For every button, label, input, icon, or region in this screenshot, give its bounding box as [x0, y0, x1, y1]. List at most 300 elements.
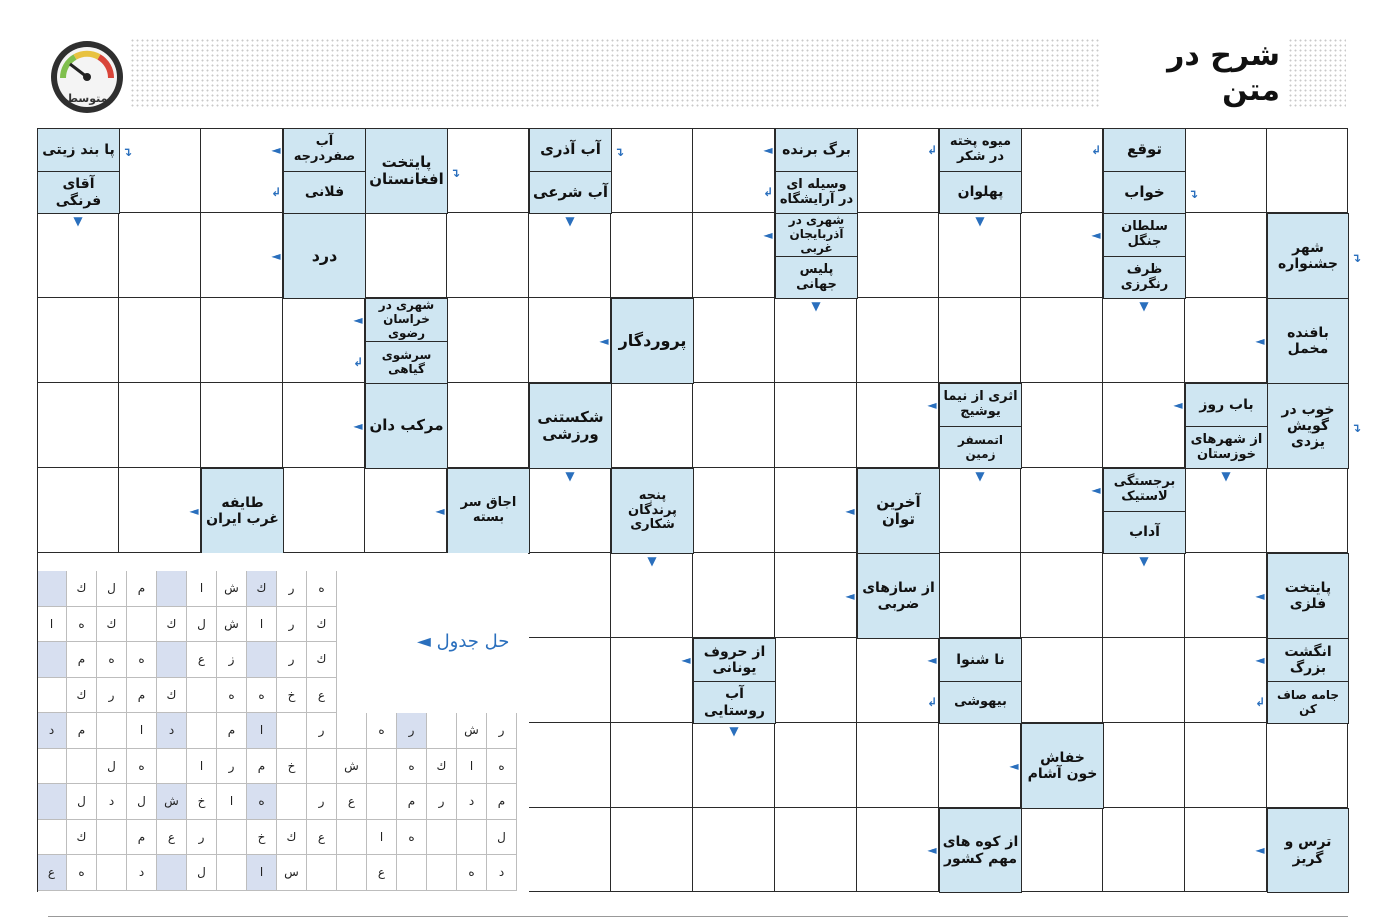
clue-cell [857, 553, 940, 639]
clue-text: خواب [1124, 182, 1165, 201]
grid-cell[interactable] [775, 723, 857, 808]
clue-cell [1267, 553, 1349, 639]
answer-key-cell [307, 749, 337, 785]
clue-arrow-icon: ↲ [1254, 695, 1266, 709]
clue-arrow-icon: ◄ [927, 397, 937, 412]
answer-key-cell [37, 571, 67, 607]
clue-arrow-icon: ◄ [1091, 227, 1101, 242]
clue-text: پنجه پرندگان شکاری [628, 487, 677, 533]
grid-cell[interactable] [119, 128, 201, 213]
answer-key-cell: ه [127, 642, 157, 678]
clue-cell [529, 171, 612, 214]
grid-cell[interactable] [201, 128, 283, 213]
clue-text: آب شرعی [533, 182, 608, 201]
clue-cell [775, 213, 858, 257]
clue-text: شهری در آذربایجان غربی [788, 213, 845, 255]
clue-arrow-icon: ↴ [449, 165, 461, 180]
clue-arrow-icon: ◄ [435, 503, 445, 518]
clue-text: از سازهای ضربی [862, 579, 935, 612]
clue-text: خوب در گویش یزدی [1281, 401, 1335, 451]
grid-cell[interactable] [1021, 468, 1103, 553]
clue-arrow-icon: ◄ [599, 333, 609, 348]
clue-arrow-icon: ▼ [73, 214, 83, 228]
clue-text: پروردگار [618, 330, 687, 350]
answer-key-cell: م [127, 571, 157, 607]
clue-arrow-icon: ◄ [681, 652, 691, 667]
grid-cell[interactable] [1021, 638, 1103, 723]
clue-arrow-icon: ↲ [270, 185, 282, 199]
answer-key-cell: ر [277, 642, 307, 678]
clue-text: پلیس جهانی [796, 261, 837, 292]
clue-text: نا شنوا [956, 651, 1005, 668]
clue-arrow-icon: ↲ [762, 185, 774, 199]
grid-cell[interactable] [1103, 638, 1185, 723]
answer-key-cell: ش [217, 571, 247, 607]
answer-key-cell: م [67, 713, 97, 749]
grid-cell[interactable] [693, 298, 775, 383]
grid-cell[interactable] [1185, 723, 1267, 808]
grid-cell[interactable] [611, 723, 693, 808]
answer-key-cell: خ [187, 784, 217, 820]
answer-key-cell: م [67, 642, 97, 678]
clue-cell [529, 128, 612, 172]
clue-text: اجاق سر بسته [460, 495, 517, 525]
answer-key-cell [157, 642, 187, 678]
grid-cell[interactable] [939, 553, 1021, 638]
clue-cell [1267, 638, 1349, 682]
clue-arrow-icon: ◄ [1091, 482, 1101, 497]
answer-key-cell: ا [187, 749, 217, 785]
grid-cell[interactable] [529, 723, 611, 808]
clue-cell [529, 383, 612, 469]
clue-arrow-icon: ◄ [1255, 588, 1265, 603]
answer-key-cell [217, 820, 247, 856]
answer-key-cell: ه [307, 571, 337, 607]
clue-text: پهلوان [957, 184, 1004, 201]
clue-text: سرشوی گیاهی [381, 347, 432, 376]
answer-key-panel [37, 553, 528, 893]
clue-cell [775, 128, 858, 172]
clue-cell [1267, 298, 1349, 384]
answer-key-cell: ع [307, 820, 337, 856]
header-dots-left [130, 38, 1100, 108]
answer-key-cell: خ [247, 820, 277, 856]
clue-arrow-icon: ▼ [1221, 469, 1231, 483]
answer-key-cell: ك [277, 820, 307, 856]
clue-cell [365, 128, 448, 214]
answer-key-cell [97, 713, 127, 749]
grid-cell[interactable] [611, 128, 693, 213]
answer-key-cell: ر [277, 571, 307, 607]
answer-key-cell: م [127, 678, 157, 714]
answer-key-cell [367, 749, 397, 785]
answer-key-cell: ل [487, 820, 517, 856]
answer-key-cell [37, 749, 67, 785]
clue-arrow-icon: ↴ [1187, 187, 1199, 201]
answer-key-cell: ع [157, 820, 187, 856]
answer-key-cell [427, 713, 457, 749]
grid-cell[interactable] [611, 638, 693, 723]
grid-cell[interactable] [1021, 553, 1103, 638]
clue-arrow-icon: ◄ [353, 418, 363, 433]
clue-arrow-icon: ▼ [975, 469, 985, 483]
clue-text: خفاش خون آشام [1027, 749, 1098, 782]
answer-key-cell: م [247, 749, 277, 785]
answer-key-cell: ر [307, 713, 337, 749]
clue-text: فلانی [304, 184, 345, 201]
clue-arrow-icon: ◄ [1255, 333, 1265, 348]
grid-cell[interactable] [1185, 213, 1267, 298]
answer-key-cell: ك [67, 820, 97, 856]
answer-key-cell: د [127, 855, 157, 891]
grid-cell[interactable] [611, 213, 693, 298]
clue-cell [1103, 128, 1186, 172]
grid-cell[interactable] [529, 808, 611, 892]
clue-cell [775, 256, 858, 299]
clue-text: میوه پخته در شکر [949, 134, 1012, 164]
answer-key-cell: ا [247, 713, 277, 749]
clue-arrow-icon: ◄ [845, 588, 855, 603]
clue-cell [857, 468, 940, 554]
answer-key-cell: ع [367, 855, 397, 891]
clue-text: جامه صاف کن [1276, 687, 1340, 716]
grid-cell[interactable] [37, 383, 119, 468]
clue-text: اثری از نیما یوشیج [943, 389, 1018, 419]
clue-cell [37, 171, 120, 214]
clue-arrow-icon: ◄ [353, 312, 363, 327]
grid-cell[interactable] [693, 383, 775, 468]
clue-text: پایتخت فلزی [1284, 579, 1332, 612]
answer-key-cell: ك [307, 607, 337, 643]
clue-text: شهری در خراسان رضوی [378, 298, 435, 340]
answer-key-cell: ه [127, 749, 157, 785]
clue-arrow-icon: ▼ [647, 554, 657, 568]
clue-text: از حروف یونانی [703, 643, 766, 676]
answer-key-cell [337, 713, 367, 749]
answer-key-cell: ش [157, 784, 187, 820]
clue-cell [1103, 213, 1186, 257]
answer-key-cell: ا [247, 855, 277, 891]
answer-key-cell: ك [307, 642, 337, 678]
answer-key-cell: ر [487, 713, 517, 749]
clue-arrow-icon: ◄ [927, 652, 937, 667]
grid-cell[interactable] [119, 383, 201, 468]
clue-cell [1185, 426, 1268, 469]
clue-arrow-icon: ▼ [811, 299, 821, 313]
grid-cell[interactable] [283, 298, 365, 383]
answer-key-cell: ه [397, 749, 427, 785]
clue-cell [1021, 723, 1104, 809]
clue-arrow-icon: ↲ [1090, 142, 1102, 157]
answer-key-cell: ه [67, 855, 97, 891]
clue-arrow-icon: ◄ [845, 503, 855, 518]
grid-cell[interactable] [1267, 128, 1348, 213]
clue-cell [939, 383, 1022, 427]
clue-cell [1185, 383, 1268, 427]
answer-key-cell [367, 784, 397, 820]
header-dots-right [1288, 38, 1346, 108]
answer-key-cell: ا [37, 607, 67, 643]
grid-cell[interactable] [37, 468, 119, 553]
clue-arrow-icon: ▼ [565, 469, 575, 483]
grid-cell[interactable] [857, 128, 939, 213]
clue-cell [1267, 213, 1349, 299]
answer-key-cell: ع [37, 855, 67, 891]
grid-cell[interactable] [201, 383, 283, 468]
answer-key-cell [337, 855, 367, 891]
grid-cell[interactable] [1103, 383, 1185, 468]
clue-cell [283, 171, 366, 214]
clue-cell [201, 468, 284, 554]
clue-text: سلطان جنگل [1121, 219, 1168, 249]
grid-cell[interactable] [1021, 213, 1103, 298]
answer-key-cell: ك [67, 571, 97, 607]
answer-key-cell: ا [127, 713, 157, 749]
grid-cell[interactable] [1267, 723, 1348, 808]
answer-key-cell: ل [67, 784, 97, 820]
clue-cell [693, 681, 776, 724]
clue-text: آقای فرنگی [55, 176, 102, 209]
grid-cell[interactable] [1185, 638, 1267, 723]
answer-key-cell: ك [157, 678, 187, 714]
answer-key-cell: خ [277, 749, 307, 785]
clue-cell [939, 681, 1022, 724]
grid-cell[interactable] [447, 298, 529, 383]
clue-arrow-icon: ↲ [926, 142, 938, 157]
grid-cell[interactable] [693, 553, 775, 638]
clue-text: پایتخت افغانستان [369, 152, 444, 188]
clue-text: اتمسفر زمین [958, 432, 1003, 461]
clue-arrow-icon: ▼ [1139, 299, 1149, 313]
clue-arrow-icon: ◄ [763, 142, 773, 157]
clue-cell [1103, 256, 1186, 299]
answer-key-cell: ك [97, 607, 127, 643]
answer-key-cell: د [37, 713, 67, 749]
answer-key-cell: ك [157, 607, 187, 643]
clue-cell [939, 171, 1022, 214]
grid-cell[interactable] [857, 298, 939, 383]
answer-key-cell: ا [457, 749, 487, 785]
answer-key-cell [277, 713, 307, 749]
answer-key-cell [37, 678, 67, 714]
bottom-rule [48, 916, 1348, 917]
grid-cell[interactable] [119, 298, 201, 383]
clue-arrow-icon: ▼ [1139, 554, 1149, 568]
answer-key-cell: ك [427, 749, 457, 785]
grid-cell[interactable] [611, 808, 693, 892]
clue-arrow-icon: ◄ [1255, 652, 1265, 667]
answer-key-cell: ه [247, 678, 277, 714]
clue-text: شهر جشنواره [1278, 239, 1338, 272]
clue-text: توقع [1126, 140, 1163, 159]
answer-key-cell: ر [97, 678, 127, 714]
answer-key-cell: ل [187, 607, 217, 643]
clue-arrow-icon: ◄ [1009, 758, 1019, 773]
answer-key-cell: ك [247, 571, 277, 607]
answer-key-cell: ه [457, 855, 487, 891]
answer-key-cell: ع [187, 642, 217, 678]
grid-cell[interactable] [1103, 808, 1185, 892]
clue-text: انگشت بزرگ [1284, 643, 1332, 676]
grid-cell[interactable] [775, 808, 857, 892]
clue-cell [283, 128, 366, 172]
answer-key-cell: خ [277, 678, 307, 714]
answer-key-cell [397, 855, 427, 891]
grid-cell[interactable] [447, 213, 529, 298]
answer-key-cell [157, 855, 187, 891]
grid-cell[interactable] [1021, 298, 1103, 383]
clue-text: بافنده مخمل [1287, 324, 1329, 357]
grid-cell[interactable] [857, 213, 939, 298]
clue-arrow-icon: ◄ [271, 248, 281, 263]
answer-key-cell: ش [337, 749, 367, 785]
clue-text: از شهرهای خوزستان [1190, 431, 1263, 462]
clue-cell [611, 468, 694, 554]
answer-key-cell: م [487, 784, 517, 820]
grid-cell[interactable] [529, 638, 611, 723]
answer-key-cell: ه [367, 713, 397, 749]
answer-key-cell: س [277, 855, 307, 891]
grid-cell[interactable] [775, 383, 857, 468]
clue-text: وسیله ای در آرایشگاه [779, 176, 854, 207]
answer-key-cell: ا [217, 784, 247, 820]
answer-key-cell [97, 855, 127, 891]
answer-key-cell [217, 855, 247, 891]
grid-cell[interactable] [939, 298, 1021, 383]
clue-arrow-icon: ◄ [271, 142, 281, 157]
answer-key-cell: ك [67, 678, 97, 714]
grid-cell[interactable] [693, 468, 775, 553]
clue-cell [1103, 468, 1186, 512]
grid-cell[interactable] [775, 638, 857, 723]
answer-key-cell: ل [97, 749, 127, 785]
grid-cell[interactable] [693, 213, 775, 298]
clue-cell [939, 638, 1022, 682]
grid-cell[interactable] [1103, 723, 1185, 808]
page-title: شرح در متن [1110, 48, 1280, 98]
clue-cell [1103, 511, 1186, 554]
answer-key-cell: ر [217, 749, 247, 785]
grid-cell[interactable] [1021, 383, 1103, 468]
clue-arrow-icon: ◄ [927, 843, 937, 857]
clue-cell [283, 213, 366, 299]
grid-cell[interactable] [1021, 808, 1103, 892]
difficulty-gauge-icon [48, 38, 126, 116]
answer-key-cell [187, 678, 217, 714]
clue-text: طایفه غرب ایران [206, 494, 279, 527]
grid-cell[interactable] [693, 808, 775, 892]
answer-key-cell [67, 749, 97, 785]
answer-key-cell: ه [217, 678, 247, 714]
clue-arrow-icon: ◄ [1173, 397, 1183, 412]
clue-text: باب روز [1199, 396, 1254, 413]
clue-arrow-icon: ◄ [763, 227, 773, 242]
answer-key-cell [247, 642, 277, 678]
answer-key-cell: ل [187, 855, 217, 891]
answer-key-cell [37, 820, 67, 856]
answer-key-cell: ر [427, 784, 457, 820]
answer-key-cell: د [457, 784, 487, 820]
clue-text: از کوه های مهم کشور [942, 834, 1019, 867]
answer-key-cell: م [397, 784, 427, 820]
answer-key-cell [427, 855, 457, 891]
clue-text: آب صفردرجه [293, 134, 356, 164]
clue-cell [365, 341, 448, 384]
grid-cell[interactable] [857, 383, 939, 468]
answer-key-cell: ش [217, 607, 247, 643]
grid-cell[interactable] [283, 468, 365, 553]
answer-key-hint: ◄ حل جدول [417, 631, 510, 652]
grid-cell[interactable] [857, 723, 939, 808]
answer-key-cell: ل [97, 571, 127, 607]
clue-arrow-icon: ↲ [352, 355, 364, 369]
grid-cell[interactable] [1021, 128, 1103, 213]
answer-key-cell: م [217, 713, 247, 749]
clue-cell [37, 128, 120, 172]
answer-key-cell [37, 784, 67, 820]
answer-key-cell: د [97, 784, 127, 820]
answer-key-cell [337, 820, 367, 856]
answer-key-cell: د [487, 855, 517, 891]
clue-cell [1267, 681, 1349, 724]
grid-cell[interactable] [365, 213, 447, 298]
answer-key-cell: ز [217, 642, 247, 678]
clue-cell [939, 128, 1022, 172]
answer-key-cell: ر [277, 607, 307, 643]
answer-key-cell [97, 820, 127, 856]
clue-cell [1267, 383, 1349, 469]
clue-text: پا بند زیتی [42, 141, 115, 158]
answer-key-cell: ل [127, 784, 157, 820]
clue-cell [1103, 171, 1186, 214]
grid-cell[interactable] [857, 638, 939, 723]
grid-cell[interactable] [447, 383, 529, 468]
clue-text: آداب [1129, 524, 1160, 541]
grid-cell[interactable] [201, 298, 283, 383]
difficulty-badge-label: متوسط [66, 92, 108, 105]
answer-key-cell: ر [397, 713, 427, 749]
clue-arrow-icon: ↴ [121, 144, 133, 159]
answer-key-cell: ه [397, 820, 427, 856]
answer-key-cell [457, 820, 487, 856]
clue-text: آخرین توان [876, 492, 921, 528]
grid-cell[interactable] [529, 553, 611, 638]
grid-cell[interactable] [119, 213, 201, 298]
clue-cell [939, 426, 1022, 469]
grid-cell[interactable] [611, 383, 693, 468]
answer-key-cell: ه [487, 749, 517, 785]
grid-cell[interactable] [693, 128, 775, 213]
answer-key-cell [157, 571, 187, 607]
answer-key-cell: ا [367, 820, 397, 856]
answer-key-cell: ع [307, 678, 337, 714]
grid-cell[interactable] [1267, 468, 1348, 553]
clue-text: ترس و گریز [1284, 834, 1332, 867]
clue-arrow-icon: ↲ [926, 695, 938, 709]
clue-arrow-icon: ↴ [1350, 420, 1362, 435]
clue-arrow-icon: ▼ [565, 214, 575, 228]
answer-key-cell: د [157, 713, 187, 749]
clue-text: آب روستایی [704, 686, 765, 719]
clue-cell [775, 171, 858, 214]
answer-key-cell: ا [187, 571, 217, 607]
answer-key-cell: ه [67, 607, 97, 643]
grid-cell[interactable] [37, 298, 119, 383]
answer-key-cell: ا [247, 607, 277, 643]
clue-text: برجستگی لاستیک [1113, 474, 1176, 504]
answer-key-cell: م [127, 820, 157, 856]
clue-text: آب آذری [540, 140, 601, 159]
